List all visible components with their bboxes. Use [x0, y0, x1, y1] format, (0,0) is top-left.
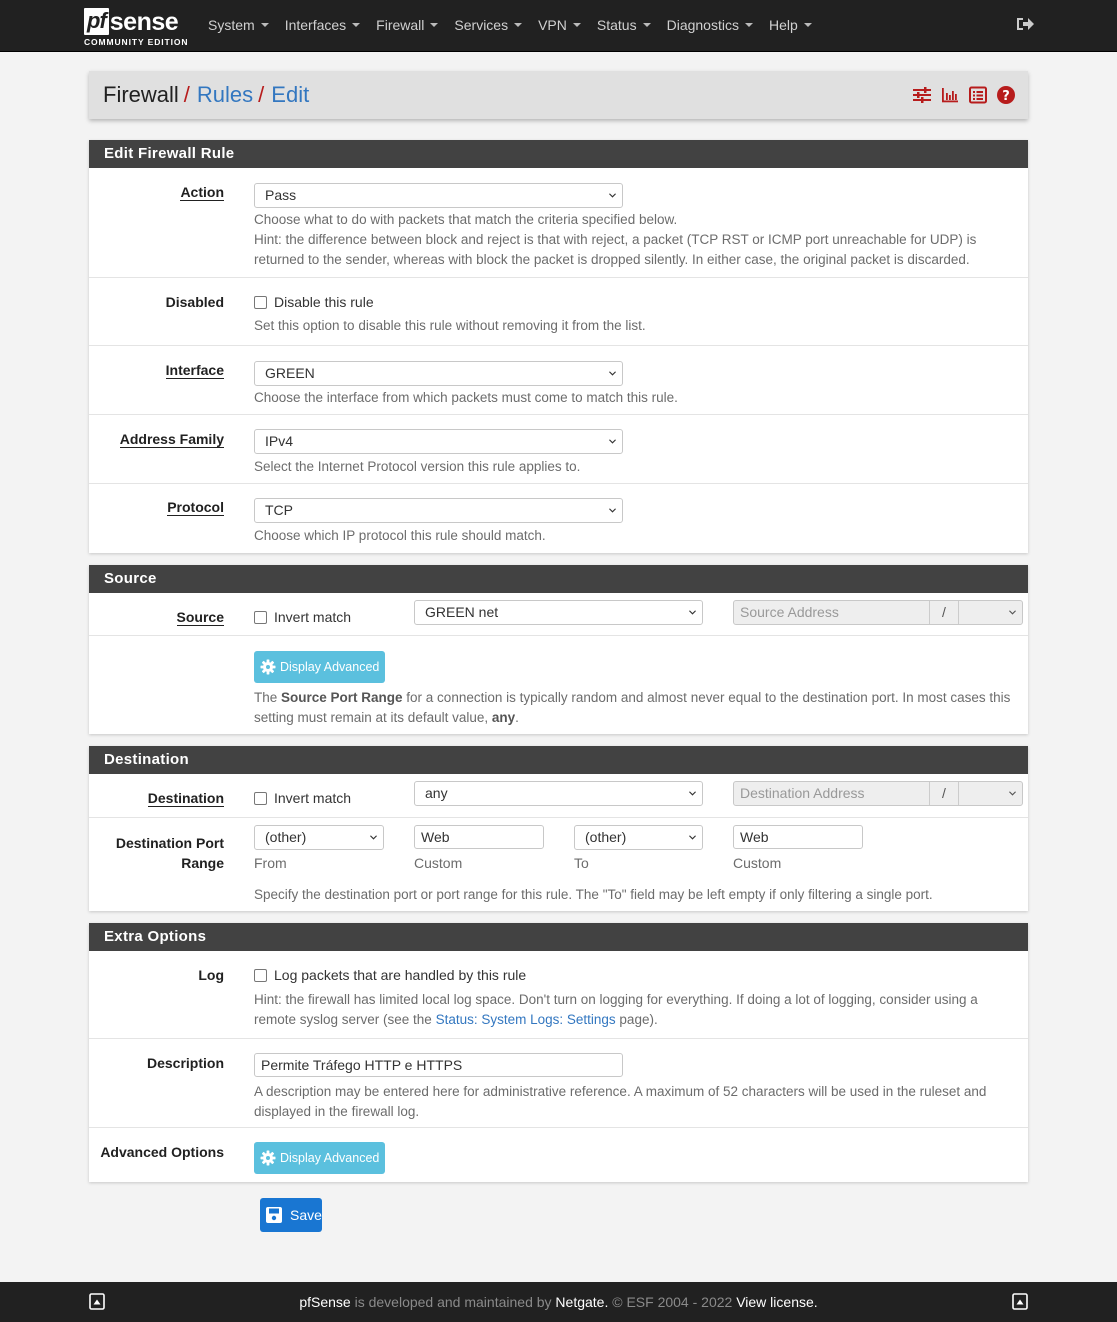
log-label: Log — [198, 967, 224, 983]
destination-row — [89, 774, 1028, 818]
menu-interfaces[interactable] — [277, 17, 368, 33]
sign-out-icon[interactable] — [1015, 14, 1035, 34]
help-text: Choose what to do with packets that match the criteria specified below. — [254, 212, 678, 227]
scroll-top-icon[interactable] — [1012, 1293, 1028, 1310]
menu-label: Help — [768, 17, 798, 33]
breadcrumb-edit[interactable]: Edit — [271, 82, 310, 107]
source-type-select[interactable] — [414, 600, 703, 625]
source-invert-checkbox[interactable] — [254, 609, 351, 625]
port-from-custom-input[interactable]: Web — [414, 825, 544, 849]
footer-text — [0, 1294, 1117, 1310]
action-row — [89, 168, 1028, 278]
checkbox[interactable] — [254, 969, 267, 982]
breadcrumb — [103, 82, 309, 108]
source-panel — [89, 565, 1028, 734]
gear-icon — [260, 1150, 276, 1166]
destination-address-group — [733, 781, 1023, 806]
top-navbar — [0, 0, 1117, 52]
caret-down-icon — [430, 23, 438, 27]
checkbox[interactable] — [254, 611, 267, 624]
logo-edition: COMMUNITY EDITION — [84, 37, 189, 47]
footer-license-link[interactable]: View license. — [736, 1294, 818, 1310]
slash-separator: / — [929, 601, 959, 624]
help-text: . — [515, 710, 519, 725]
log-checkbox[interactable] — [254, 967, 526, 983]
help-text: Hint: the firewall has limited local log space. Don't turn on logging for everything. If doing a lot of logging, consider using a remote syslog server (see the — [254, 992, 978, 1027]
description-input[interactable]: Permite Tráfego HTTP e HTTPS — [254, 1053, 623, 1077]
checkbox-label: Disable this rule — [274, 294, 374, 310]
panel-heading: Edit Firewall Rule — [89, 140, 1028, 168]
port-to-select[interactable] — [574, 825, 703, 850]
pfsense-logo[interactable] — [84, 5, 194, 47]
menu-label: System — [208, 17, 255, 33]
chevron-down-icon — [609, 370, 616, 377]
slash-separator: / — [929, 782, 959, 805]
caret-down-icon — [352, 23, 360, 27]
save-button[interactable] — [260, 1198, 322, 1232]
help-text: The — [254, 690, 282, 705]
footer-brand-link[interactable]: pfSense — [299, 1294, 351, 1310]
description-help: A description may be entered here for administrative reference. A maximum of 52 characters will be used in the ruleset and displayed in the firewall log. — [254, 1084, 987, 1119]
interface-help: Choose the interface from which packets must come to match this rule. — [254, 390, 678, 405]
breadcrumb-separator: / — [258, 82, 265, 107]
custom-sublabel: Custom — [414, 855, 463, 871]
breadcrumb-firewall: Firewall — [103, 82, 179, 107]
help-bold: Source Port Range — [281, 690, 403, 705]
menu-label: VPN — [538, 17, 567, 33]
source-address-input[interactable]: Source Address — [740, 604, 839, 620]
destination-panel — [89, 746, 1028, 911]
menu-firewall[interactable] — [368, 17, 446, 33]
select-value: (other) — [585, 829, 627, 845]
log-row — [89, 951, 1028, 1039]
menu-label: Services — [454, 17, 509, 33]
footer-netgate-link[interactable]: Netgate. — [555, 1294, 609, 1310]
address-family-help: Select the Internet Protocol version this rule applies to. — [254, 459, 581, 474]
destination-type-select[interactable] — [414, 781, 703, 806]
source-mask-select[interactable] — [959, 601, 1022, 624]
protocol-select[interactable] — [254, 498, 623, 523]
protocol-row — [89, 484, 1028, 553]
help-text: for a connection is typically random and almost never equal to the destination port. In most cases this setting must remain at its default value, — [254, 690, 1011, 725]
bar-chart-icon[interactable] — [940, 85, 960, 105]
chevron-down-icon — [1009, 609, 1016, 616]
select-value: GREEN — [265, 365, 315, 381]
action-label: Action — [180, 184, 224, 200]
address-family-row — [89, 415, 1028, 484]
description-row — [89, 1039, 1028, 1128]
select-value: Pass — [265, 187, 297, 203]
caret-down-icon — [745, 23, 753, 27]
source-address-group — [733, 600, 1023, 625]
list-alt-icon[interactable] — [968, 85, 988, 105]
extra-options-panel — [89, 923, 1028, 1182]
destination-label: Destination — [147, 790, 224, 806]
protocol-label: Protocol — [167, 499, 224, 515]
button-label: Display Advanced — [280, 660, 380, 674]
menu-label: Status — [596, 17, 637, 33]
help-bold: any — [491, 710, 516, 725]
protocol-help: Choose which IP protocol this rule should match. — [254, 528, 546, 543]
select-value: (other) — [265, 829, 307, 845]
menu-system[interactable] — [200, 17, 277, 33]
breadcrumb-rules[interactable]: Rules — [196, 82, 254, 107]
checkbox[interactable] — [254, 296, 267, 309]
select-value: any — [425, 785, 448, 801]
menu-services[interactable] — [446, 17, 530, 33]
custom-sublabel: Custom — [733, 855, 782, 871]
panel-heading: Extra Options — [89, 923, 1028, 951]
interface-row — [89, 346, 1028, 415]
checkbox-label: Invert match — [274, 609, 352, 625]
disable-rule-checkbox[interactable] — [254, 294, 374, 310]
breadcrumb-separator: / — [183, 82, 190, 107]
from-sublabel: From — [254, 855, 287, 871]
caret-down-icon — [804, 23, 812, 27]
chevron-down-icon — [689, 834, 696, 841]
action-help — [254, 210, 1019, 270]
interface-label: Interface — [165, 362, 224, 378]
log-help — [254, 990, 1019, 1030]
checkbox-label: Invert match — [274, 790, 352, 806]
caret-down-icon — [261, 23, 269, 27]
destination-mask-select[interactable] — [959, 782, 1022, 805]
source-display-advanced-button[interactable] — [254, 651, 385, 683]
destination-port-range-label — [116, 833, 224, 873]
caret-down-icon — [573, 23, 581, 27]
main-menu — [200, 0, 820, 50]
advanced-display-button[interactable] — [254, 1142, 385, 1174]
help-text: Hint: the difference between block and reject is that with reject, a packet (TCP RST or ICMP port unreachable for UDP) is returned to the sender, whereas with block the packet is dropped silently. In either case, the original packet is discarded. — [254, 232, 977, 267]
edit-rule-panel — [89, 140, 1028, 553]
address-family-label: Address Family — [119, 431, 224, 447]
panel-heading: Source — [89, 565, 1028, 593]
breadcrumb-shortcuts — [912, 85, 1016, 105]
menu-help[interactable] — [761, 17, 820, 33]
menu-diagnostics[interactable] — [659, 17, 761, 33]
advanced-options-row — [89, 1128, 1028, 1182]
to-sublabel: To — [574, 855, 589, 871]
advanced-options-label: Advanced Options — [100, 1144, 224, 1160]
floppy-disk-icon — [265, 1206, 283, 1224]
chevron-down-icon — [609, 507, 616, 514]
port-from-select[interactable] — [254, 825, 384, 850]
question-circle-icon[interactable] — [996, 85, 1016, 105]
disabled-label: Disabled — [165, 294, 224, 310]
checkbox[interactable] — [254, 792, 267, 805]
footer-text-part: is developed and maintained by — [350, 1294, 556, 1310]
menu-label: Interfaces — [284, 17, 347, 33]
destination-port-range-row — [89, 818, 1028, 911]
action-select[interactable] — [254, 183, 623, 208]
panel-heading: Destination — [89, 746, 1028, 774]
source-port-help — [254, 688, 1019, 728]
source-advanced-row — [89, 636, 1028, 734]
menu-label: Firewall — [376, 17, 425, 33]
caret-down-icon — [643, 23, 651, 27]
menu-status[interactable] — [589, 17, 659, 33]
select-value: TCP — [265, 502, 293, 518]
chevron-down-icon — [689, 790, 696, 797]
chevron-down-icon — [1009, 790, 1016, 797]
button-label: Display Advanced — [280, 1151, 380, 1165]
label-line: Destination Port — [115, 835, 224, 851]
checkbox-label: Log packets that are handled by this rule — [274, 967, 527, 983]
address-family-select[interactable] — [254, 429, 623, 454]
chevron-down-icon — [689, 609, 696, 616]
chevron-down-icon — [609, 438, 616, 445]
breadcrumb-bar — [89, 71, 1028, 119]
interface-select[interactable] — [254, 361, 623, 386]
chevron-down-icon — [609, 192, 616, 199]
logo-pf-mark: pf — [84, 8, 109, 35]
logo-sense-text: sense — [109, 8, 179, 36]
svg-text:?: ? — [1002, 89, 1010, 104]
destination-address-input[interactable]: Destination Address — [740, 785, 865, 801]
disabled-row — [89, 278, 1028, 346]
footer-copyright: © ESF 2004 - 2022 — [608, 1294, 737, 1310]
select-value: IPv4 — [265, 433, 294, 449]
chevron-down-icon — [370, 834, 377, 841]
select-value: GREEN net — [425, 604, 499, 620]
gear-icon — [260, 659, 276, 675]
caret-down-icon — [514, 23, 522, 27]
source-row — [89, 593, 1028, 636]
help-text: page). — [615, 1012, 658, 1027]
source-label: Source — [176, 609, 224, 625]
label-line: Range — [181, 855, 224, 871]
sliders-icon[interactable] — [912, 85, 932, 105]
port-to-custom-input[interactable]: Web — [733, 825, 863, 849]
system-logs-settings-link[interactable]: Status: System Logs: Settings — [435, 1012, 616, 1027]
menu-label: Diagnostics — [666, 17, 739, 33]
destination-invert-checkbox[interactable] — [254, 790, 351, 806]
menu-vpn[interactable] — [530, 17, 589, 33]
port-range-help: Specify the destination port or port range for this rule. The "To" field may be left empty if only filtering a single port. — [254, 887, 933, 902]
disabled-help: Set this option to disable this rule without removing it from the list. — [254, 318, 646, 333]
footer — [0, 1282, 1117, 1322]
button-label: Save — [290, 1207, 322, 1223]
description-label: Description — [146, 1055, 224, 1071]
